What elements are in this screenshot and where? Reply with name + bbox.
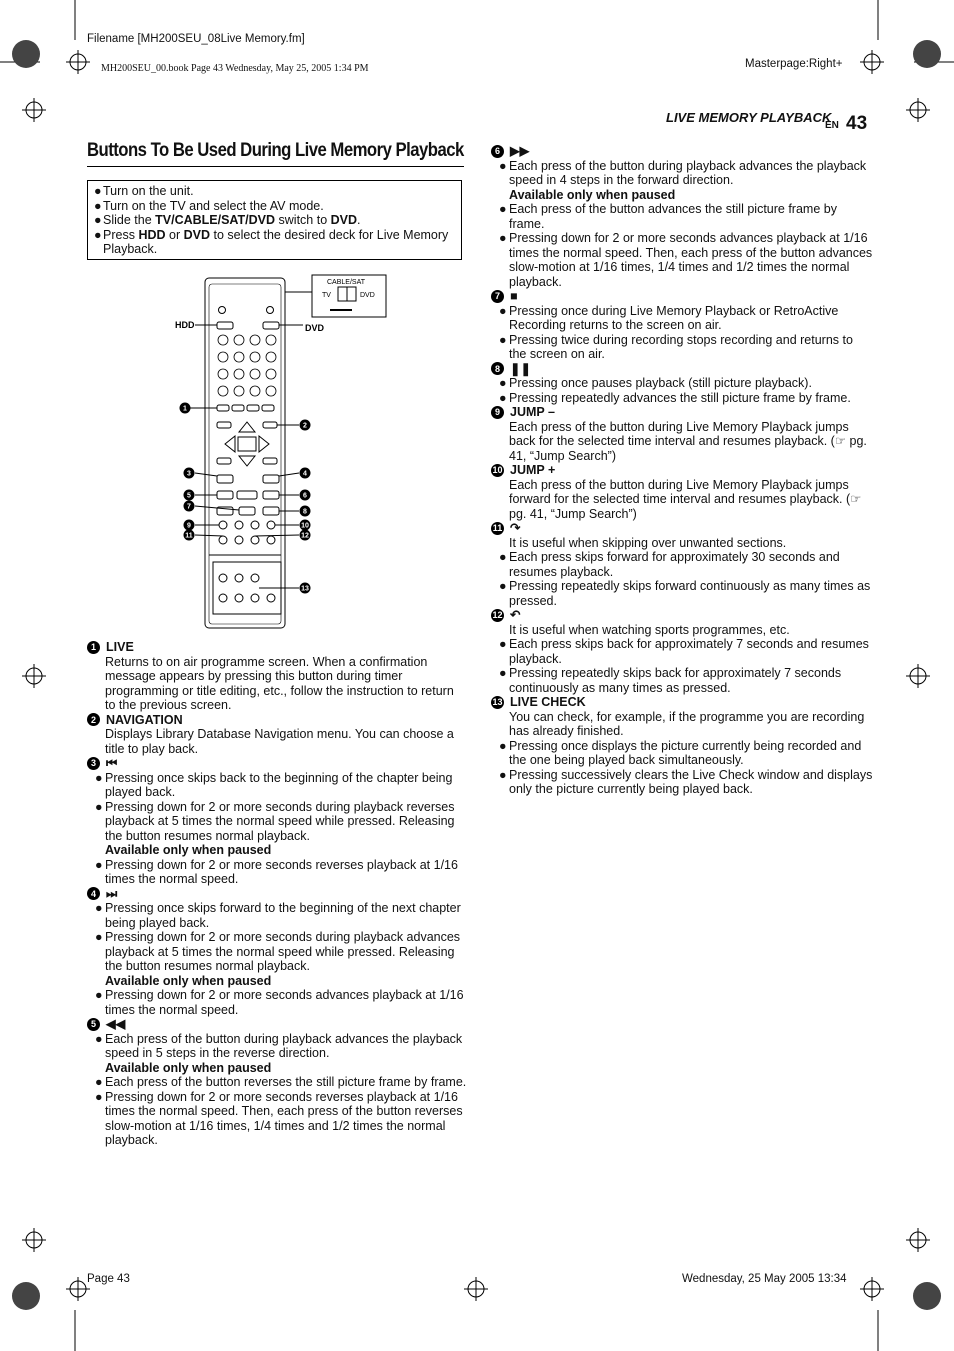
item-heading — [87, 887, 467, 902]
prerequisite-box — [87, 180, 462, 260]
callout-number: 7 — [187, 503, 191, 511]
button-description — [87, 713, 467, 757]
item-bullet: ● Pressing down for 2 or more seconds advances playback at 1/16 times the normal speed. Then, each press of the button advances slow-motion at 1/16 times, 1/4 times and 1/2 times the normal playback. — [499, 231, 873, 289]
button-description — [491, 695, 873, 797]
item-heading — [491, 405, 873, 420]
prereq-item: ● Turn on the unit. — [94, 184, 194, 198]
footer-page: Page 43 — [87, 1273, 130, 1285]
item-subheading: Available only when paused — [509, 187, 676, 202]
item-number-badge: 9 — [491, 406, 504, 419]
callout-number: 2 — [303, 422, 307, 430]
item-bullet: ● Pressing down for 2 or more seconds during playback advances playback at 5 times the normal speed while pressed. Releasing the button resumes normal playback. — [95, 930, 461, 973]
item-bullet: ● Pressing down for 2 or more seconds reverses playback at 1/16 times the normal speed. Then, each press of the button reverses slow-motion at 1/16 times, 1/4 times and 1/2 times the normal playback. — [95, 1089, 463, 1147]
item-title: ❚❚ — [510, 361, 531, 376]
item-bullet: ● Pressing repeatedly skips back for approximately 7 seconds continuously as many times as pressed. — [499, 666, 842, 695]
callout-number: 9 — [187, 522, 191, 530]
prereq-item: ● Turn on the TV and select the AV mode. — [94, 198, 324, 213]
item-heading — [87, 640, 467, 655]
item-number-badge: 13 — [492, 697, 503, 707]
left-column — [87, 640, 467, 1148]
item-text: Returns to on air programme screen. When a confirmation message appears by pressing this button during timer programming or title editing, etc., follow the instruction to return to the previous screen. — [105, 654, 454, 712]
button-description — [491, 405, 873, 463]
item-number-badge: 2 — [87, 713, 100, 726]
item-number-badge: 6 — [491, 145, 504, 158]
callout-number: 13 — [301, 585, 309, 593]
page-title: Buttons To Be Used During Live Memory Playback — [87, 140, 464, 161]
item-title: ▶▶ — [510, 144, 530, 158]
item-bullet: ● Pressing once displays the picture currently being recorded and the one being played back simultaneously. — [499, 738, 862, 767]
callout-number: 8 — [303, 508, 307, 516]
item-number-badge: 3 — [87, 757, 100, 770]
item-heading — [491, 289, 873, 304]
item-bullet: ● Each press skips back for approximately 7 seconds and resumes playback. — [499, 637, 869, 666]
item-number-badge: 8 — [491, 362, 504, 375]
item-bullet: ● Each press of the button advances the still picture frame by frame. — [499, 202, 837, 231]
item-title: ■ — [510, 289, 518, 303]
button-description — [491, 144, 873, 289]
callout-number: 1 — [183, 405, 187, 413]
item-number-badge: 4 — [87, 887, 100, 900]
book-info-line: MH200SEU_00.book Page 43 Wednesday, May 25, 2005 1:34 PM — [101, 63, 369, 74]
item-heading — [491, 608, 873, 623]
callout-number: 4 — [303, 470, 307, 478]
button-description — [87, 640, 467, 713]
item-text: Displays Library Database Navigation menu. You can choose a title to play back. — [105, 727, 454, 756]
right-column — [491, 144, 873, 797]
item-bullet: ● Pressing once skips forward to the beginning of the next chapter being played back. — [95, 901, 461, 930]
footer-date: Wednesday, 25 May 2005 13:34 — [682, 1273, 847, 1285]
item-title: ⏮ — [106, 756, 118, 770]
item-subheading: Available only when paused — [105, 1060, 272, 1075]
button-description — [491, 608, 873, 695]
item-text: You can check, for example, if the programme you are recording has already finished. — [509, 709, 865, 738]
item-number-badge: 7 — [491, 290, 504, 303]
callout-number: 5 — [187, 492, 191, 500]
svg-text:HDD: HDD — [175, 320, 195, 330]
button-description — [491, 521, 873, 608]
item-bullet: ● Pressing down for 2 or more seconds advances playback at 1/16 times the normal speed. — [95, 988, 464, 1017]
item-title: ◀◀ — [106, 1017, 126, 1031]
button-description — [491, 289, 873, 362]
svg-text:DVD: DVD — [360, 292, 375, 299]
prereq-item: ● Press HDD or DVD to select the desired deck for Live Memory Playback. — [94, 227, 449, 256]
item-bullet: ● Pressing once skips back to the beginning of the chapter being played back. — [95, 770, 453, 799]
item-bullet: ● Each press skips forward for approximately 30 seconds and resumes playback. — [499, 550, 840, 579]
button-description — [87, 887, 467, 1018]
item-bullet: ● Pressing successively clears the Live Check window and displays only the picture currently being played back. — [499, 767, 873, 796]
item-heading — [491, 144, 873, 159]
filename-label: Filename [MH200SEU_08Live Memory.fm] — [87, 33, 305, 45]
item-bullet: ● Pressing repeatedly skips forward continuously as many times as pressed. — [499, 579, 871, 608]
callout-number: 10 — [301, 522, 309, 530]
item-text: Each press of the button during Live Memory Playback jumps back for the selected time interval and resumes playback. (☞ pg. 41, “Jump Search”) — [509, 419, 867, 463]
item-heading — [491, 463, 873, 478]
item-number-badge: 1 — [87, 641, 100, 654]
item-text: It is useful when skipping over unwanted sections. — [509, 535, 787, 550]
item-title: LIVE — [106, 640, 134, 654]
item-heading — [87, 1017, 467, 1032]
masterpage-label: Masterpage:Right+ — [745, 58, 843, 70]
callout-number: 12 — [301, 532, 309, 540]
item-bullet: ● Pressing once during Live Memory Playback or RetroActive Recording returns to the screen on air. — [499, 303, 839, 332]
remote-drawing — [175, 270, 475, 635]
item-text: Each press of the button during Live Memory Playback jumps forward for the selected time interval and resumes playback. (☞ pg. 41, “Jump Search”) — [509, 477, 862, 521]
button-description — [491, 362, 873, 406]
item-heading — [87, 756, 467, 771]
language-tag: EN — [825, 120, 839, 131]
item-title: NAVIGATION — [106, 712, 183, 727]
section-heading: LIVE MEMORY PLAYBACK — [666, 110, 832, 125]
prereq-item: ● Slide the TV/CABLE/SAT/DVD switch to DVD. — [94, 213, 361, 227]
item-number-badge: 5 — [87, 1018, 100, 1031]
item-heading — [87, 713, 467, 728]
item-title: JUMP – — [510, 405, 555, 419]
item-bullet: ● Each press of the button during playback advances the playback speed in 5 steps in the reverse direction. — [95, 1031, 463, 1060]
callout-number: 6 — [303, 492, 307, 500]
item-title: ⏭ — [106, 886, 118, 901]
item-title: LIVE CHECK — [510, 695, 586, 709]
item-number-badge: 10 — [492, 465, 503, 475]
button-description — [87, 1017, 467, 1148]
item-title: ↷ — [510, 521, 521, 535]
item-heading — [491, 362, 873, 377]
button-description — [87, 756, 467, 887]
item-subheading: Available only when paused — [105, 973, 272, 988]
item-bullet: ● Pressing down for 2 or more seconds reverses playback at 1/16 times the normal speed. — [95, 857, 458, 886]
item-heading — [491, 695, 873, 710]
item-heading — [491, 521, 873, 536]
button-description — [491, 463, 873, 521]
callout-number: 11 — [185, 532, 193, 540]
switch-label: CABLE/SAT — [327, 279, 365, 286]
remote-illustration — [175, 270, 475, 635]
item-bullet: ● Pressing down for 2 or more seconds during playback reverses playback at 5 times the normal speed while pressed. Releasing the button resumes normal playback. — [95, 799, 455, 843]
item-bullet: ● Each press of the button reverses the still picture frame by frame. — [95, 1075, 467, 1089]
page-number: 43 — [846, 113, 868, 134]
svg-text:DVD: DVD — [305, 323, 325, 333]
item-title: ↶ — [510, 608, 521, 622]
item-subheading: Available only when paused — [105, 843, 272, 857]
item-bullet: ● Pressing repeatedly advances the still picture frame by frame. — [499, 390, 851, 405]
item-number-badge: 11 — [492, 523, 503, 533]
callout-number: 3 — [187, 470, 191, 478]
svg-text:TV: TV — [322, 292, 331, 299]
item-text: It is useful when watching sports programmes, etc. — [509, 622, 790, 637]
item-bullet: ● Each press of the button during playback advances the playback speed in 4 steps in the forward direction. — [499, 158, 867, 187]
item-title: JUMP + — [510, 463, 556, 477]
item-bullet: ● Pressing once pauses playback (still picture playback). — [499, 376, 812, 390]
item-number-badge: 12 — [492, 610, 503, 620]
title-rule — [87, 166, 464, 167]
item-bullet: ● Pressing twice during recording stops recording and returns to the screen on air. — [499, 332, 853, 361]
